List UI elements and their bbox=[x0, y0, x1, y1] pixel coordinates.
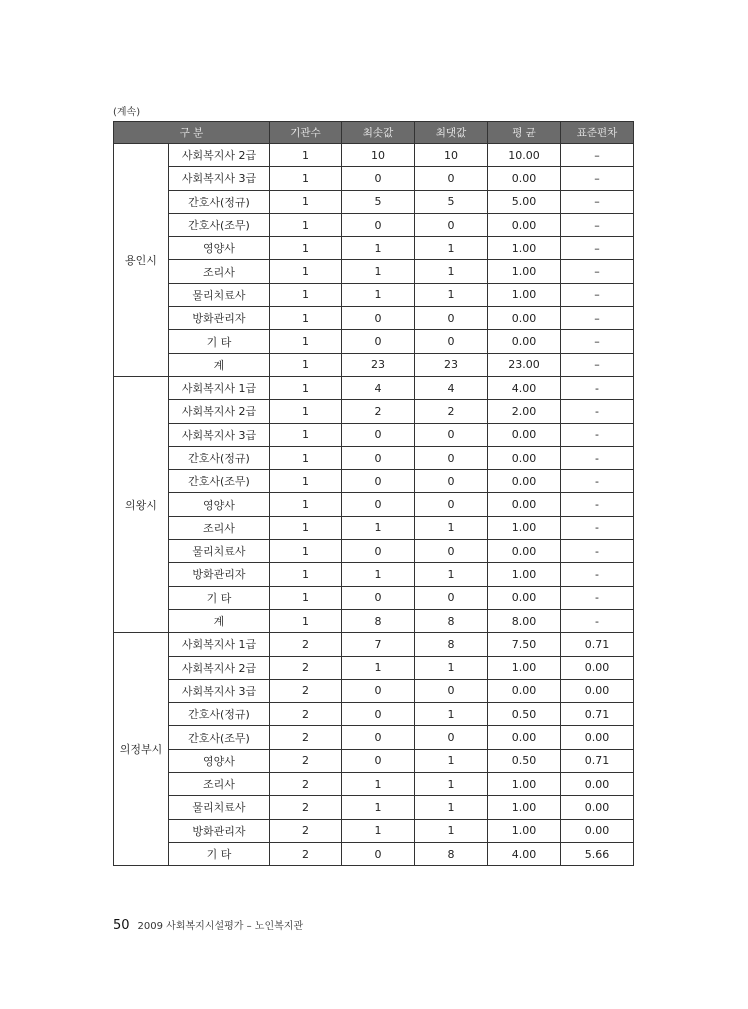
table-row bbox=[114, 190, 634, 213]
std-dev-value: – bbox=[561, 307, 634, 330]
table-row bbox=[114, 376, 634, 399]
min-value: 1 bbox=[342, 773, 415, 796]
mean-value: 0.00 bbox=[488, 330, 561, 353]
table-row bbox=[114, 749, 634, 772]
std-dev-value: – bbox=[561, 144, 634, 167]
max-value: 0 bbox=[415, 726, 488, 749]
min-value: 0 bbox=[342, 213, 415, 236]
table-row bbox=[114, 470, 634, 493]
max-value: 2 bbox=[415, 400, 488, 423]
std-dev-value: – bbox=[561, 167, 634, 190]
mean-value: 4.00 bbox=[488, 842, 561, 865]
min-value: 8 bbox=[342, 609, 415, 632]
institution-count: 1 bbox=[270, 423, 342, 446]
mean-value: 0.00 bbox=[488, 586, 561, 609]
max-value: 1 bbox=[415, 773, 488, 796]
std-dev-value: 5.66 bbox=[561, 842, 634, 865]
std-dev-value: - bbox=[561, 609, 634, 632]
mean-value: 7.50 bbox=[488, 633, 561, 656]
row-label: 조리사 bbox=[169, 773, 270, 796]
table-row bbox=[114, 703, 634, 726]
min-value: 0 bbox=[342, 586, 415, 609]
std-dev-value: 0.71 bbox=[561, 749, 634, 772]
max-value: 1 bbox=[415, 703, 488, 726]
min-value: 0 bbox=[342, 703, 415, 726]
mean-value: 1.00 bbox=[488, 773, 561, 796]
header-min: 최솟값 bbox=[342, 122, 415, 144]
max-value: 0 bbox=[415, 167, 488, 190]
institution-count: 2 bbox=[270, 749, 342, 772]
std-dev-value: – bbox=[561, 283, 634, 306]
table-row bbox=[114, 423, 634, 446]
row-label: 물리치료사 bbox=[169, 283, 270, 306]
max-value: 10 bbox=[415, 144, 488, 167]
max-value: 0 bbox=[415, 213, 488, 236]
min-value: 7 bbox=[342, 633, 415, 656]
max-value: 1 bbox=[415, 237, 488, 260]
row-label: 영양사 bbox=[169, 237, 270, 260]
std-dev-value: 0.00 bbox=[561, 726, 634, 749]
institution-count: 1 bbox=[270, 540, 342, 563]
min-value: 5 bbox=[342, 190, 415, 213]
institution-count: 1 bbox=[270, 237, 342, 260]
min-value: 0 bbox=[342, 749, 415, 772]
row-label: 사회복지사 2급 bbox=[169, 400, 270, 423]
std-dev-value: - bbox=[561, 470, 634, 493]
institution-count: 1 bbox=[270, 307, 342, 330]
max-value: 0 bbox=[415, 423, 488, 446]
max-value: 0 bbox=[415, 446, 488, 469]
mean-value: 0.00 bbox=[488, 213, 561, 236]
row-label: 물리치료사 bbox=[169, 540, 270, 563]
mean-value: 5.00 bbox=[488, 190, 561, 213]
table-row bbox=[114, 633, 634, 656]
std-dev-value: - bbox=[561, 493, 634, 516]
table-row bbox=[114, 260, 634, 283]
institution-count: 1 bbox=[270, 446, 342, 469]
table-row bbox=[114, 516, 634, 539]
institution-count: 1 bbox=[270, 586, 342, 609]
page-number: 50 bbox=[113, 918, 130, 933]
mean-value: 0.00 bbox=[488, 540, 561, 563]
mean-value: 0.00 bbox=[488, 679, 561, 702]
row-label: 기 타 bbox=[169, 586, 270, 609]
mean-value: 1.00 bbox=[488, 237, 561, 260]
mean-value: 0.00 bbox=[488, 307, 561, 330]
table-row bbox=[114, 307, 634, 330]
row-label: 사회복지사 1급 bbox=[169, 633, 270, 656]
table-row bbox=[114, 213, 634, 236]
table-row bbox=[114, 726, 634, 749]
std-dev-value: – bbox=[561, 237, 634, 260]
mean-value: 1.00 bbox=[488, 516, 561, 539]
row-label: 조리사 bbox=[169, 516, 270, 539]
std-dev-value: 0.00 bbox=[561, 773, 634, 796]
max-value: 1 bbox=[415, 563, 488, 586]
table-row bbox=[114, 796, 634, 819]
std-dev-value: – bbox=[561, 353, 634, 376]
row-label: 방화관리자 bbox=[169, 307, 270, 330]
max-value: 8 bbox=[415, 609, 488, 632]
row-label: 사회복지사 3급 bbox=[169, 679, 270, 702]
max-value: 1 bbox=[415, 819, 488, 842]
institution-count: 1 bbox=[270, 353, 342, 376]
mean-value: 8.00 bbox=[488, 609, 561, 632]
row-label: 간호사(정규) bbox=[169, 703, 270, 726]
header-mean: 평 균 bbox=[488, 122, 561, 144]
row-label: 영양사 bbox=[169, 493, 270, 516]
table-row bbox=[114, 656, 634, 679]
mean-value: 1.00 bbox=[488, 283, 561, 306]
min-value: 1 bbox=[342, 283, 415, 306]
max-value: 23 bbox=[415, 353, 488, 376]
institution-count: 2 bbox=[270, 842, 342, 865]
table-row bbox=[114, 540, 634, 563]
max-value: 8 bbox=[415, 633, 488, 656]
institution-count: 1 bbox=[270, 144, 342, 167]
institution-count: 1 bbox=[270, 563, 342, 586]
row-label: 계 bbox=[169, 609, 270, 632]
table-row bbox=[114, 330, 634, 353]
row-label: 사회복지사 3급 bbox=[169, 167, 270, 190]
std-dev-value: - bbox=[561, 446, 634, 469]
max-value: 5 bbox=[415, 190, 488, 213]
mean-value: 4.00 bbox=[488, 376, 561, 399]
std-dev-value: 0.71 bbox=[561, 633, 634, 656]
table-row bbox=[114, 773, 634, 796]
header-max: 최댓값 bbox=[415, 122, 488, 144]
mean-value: 0.50 bbox=[488, 703, 561, 726]
institution-count: 1 bbox=[270, 516, 342, 539]
continued-label: (계속) bbox=[113, 107, 141, 118]
mean-value: 0.50 bbox=[488, 749, 561, 772]
std-dev-value: - bbox=[561, 376, 634, 399]
region-cell: 의왕시 bbox=[114, 376, 169, 632]
table-row bbox=[114, 283, 634, 306]
table-row bbox=[114, 819, 634, 842]
std-dev-value: 0.00 bbox=[561, 796, 634, 819]
row-label: 간호사(조무) bbox=[169, 470, 270, 493]
table-row bbox=[114, 586, 634, 609]
mean-value: 2.00 bbox=[488, 400, 561, 423]
institution-count: 1 bbox=[270, 470, 342, 493]
std-dev-value: – bbox=[561, 330, 634, 353]
row-label: 간호사(정규) bbox=[169, 446, 270, 469]
region-cell: 의정부시 bbox=[114, 633, 169, 866]
max-value: 0 bbox=[415, 540, 488, 563]
std-dev-value: - bbox=[561, 563, 634, 586]
max-value: 1 bbox=[415, 656, 488, 679]
row-label: 사회복지사 2급 bbox=[169, 144, 270, 167]
min-value: 0 bbox=[342, 167, 415, 190]
footer-title: 2009 사회복지시설평가 – 노인복지관 bbox=[137, 921, 304, 932]
institution-count: 1 bbox=[270, 330, 342, 353]
max-value: 1 bbox=[415, 283, 488, 306]
min-value: 0 bbox=[342, 470, 415, 493]
min-value: 0 bbox=[342, 330, 415, 353]
min-value: 0 bbox=[342, 446, 415, 469]
max-value: 0 bbox=[415, 493, 488, 516]
mean-value: 0.00 bbox=[488, 470, 561, 493]
mean-value: 1.00 bbox=[488, 563, 561, 586]
std-dev-value: - bbox=[561, 400, 634, 423]
header-institution-count: 기관수 bbox=[270, 122, 342, 144]
std-dev-value: 0.00 bbox=[561, 656, 634, 679]
min-value: 1 bbox=[342, 237, 415, 260]
row-label: 간호사(정규) bbox=[169, 190, 270, 213]
min-value: 23 bbox=[342, 353, 415, 376]
staff-statistics-table bbox=[113, 121, 634, 866]
table-row bbox=[114, 446, 634, 469]
table-row bbox=[114, 167, 634, 190]
mean-value: 10.00 bbox=[488, 144, 561, 167]
max-value: 1 bbox=[415, 796, 488, 819]
max-value: 0 bbox=[415, 586, 488, 609]
institution-count: 1 bbox=[270, 190, 342, 213]
table-row bbox=[114, 563, 634, 586]
institution-count: 1 bbox=[270, 213, 342, 236]
max-value: 0 bbox=[415, 330, 488, 353]
max-value: 8 bbox=[415, 842, 488, 865]
row-label: 기 타 bbox=[169, 842, 270, 865]
table-row bbox=[114, 679, 634, 702]
institution-count: 1 bbox=[270, 493, 342, 516]
min-value: 1 bbox=[342, 516, 415, 539]
page-footer bbox=[113, 917, 303, 933]
header-category: 구 분 bbox=[114, 122, 270, 144]
std-dev-value: 0.00 bbox=[561, 679, 634, 702]
table-row bbox=[114, 237, 634, 260]
std-dev-value: - bbox=[561, 586, 634, 609]
std-dev-value: - bbox=[561, 516, 634, 539]
max-value: 0 bbox=[415, 307, 488, 330]
std-dev-value: – bbox=[561, 260, 634, 283]
mean-value: 0.00 bbox=[488, 446, 561, 469]
mean-value: 1.00 bbox=[488, 656, 561, 679]
min-value: 1 bbox=[342, 260, 415, 283]
mean-value: 0.00 bbox=[488, 423, 561, 446]
table-row bbox=[114, 609, 634, 632]
max-value: 1 bbox=[415, 260, 488, 283]
std-dev-value: 0.71 bbox=[561, 703, 634, 726]
mean-value: 1.00 bbox=[488, 796, 561, 819]
min-value: 0 bbox=[342, 679, 415, 702]
row-label: 기 타 bbox=[169, 330, 270, 353]
min-value: 1 bbox=[342, 796, 415, 819]
std-dev-value: 0.00 bbox=[561, 819, 634, 842]
table-row bbox=[114, 842, 634, 865]
institution-count: 1 bbox=[270, 167, 342, 190]
mean-value: 0.00 bbox=[488, 726, 561, 749]
max-value: 1 bbox=[415, 516, 488, 539]
min-value: 0 bbox=[342, 842, 415, 865]
min-value: 0 bbox=[342, 493, 415, 516]
min-value: 0 bbox=[342, 726, 415, 749]
row-label: 방화관리자 bbox=[169, 819, 270, 842]
row-label: 계 bbox=[169, 353, 270, 376]
row-label: 조리사 bbox=[169, 260, 270, 283]
row-label: 물리치료사 bbox=[169, 796, 270, 819]
min-value: 1 bbox=[342, 656, 415, 679]
institution-count: 2 bbox=[270, 796, 342, 819]
institution-count: 2 bbox=[270, 819, 342, 842]
max-value: 0 bbox=[415, 679, 488, 702]
mean-value: 23.00 bbox=[488, 353, 561, 376]
header-row bbox=[114, 122, 634, 144]
max-value: 0 bbox=[415, 470, 488, 493]
min-value: 1 bbox=[342, 563, 415, 586]
institution-count: 1 bbox=[270, 283, 342, 306]
min-value: 1 bbox=[342, 819, 415, 842]
table-row bbox=[114, 353, 634, 376]
institution-count: 2 bbox=[270, 633, 342, 656]
institution-count: 1 bbox=[270, 260, 342, 283]
table-row bbox=[114, 400, 634, 423]
region-cell: 용인시 bbox=[114, 144, 169, 377]
table-row bbox=[114, 144, 634, 167]
institution-count: 2 bbox=[270, 726, 342, 749]
min-value: 4 bbox=[342, 376, 415, 399]
mean-value: 1.00 bbox=[488, 819, 561, 842]
table-row bbox=[114, 493, 634, 516]
std-dev-value: - bbox=[561, 423, 634, 446]
min-value: 0 bbox=[342, 423, 415, 446]
row-label: 방화관리자 bbox=[169, 563, 270, 586]
mean-value: 0.00 bbox=[488, 167, 561, 190]
min-value: 2 bbox=[342, 400, 415, 423]
min-value: 0 bbox=[342, 540, 415, 563]
row-label: 간호사(조무) bbox=[169, 726, 270, 749]
max-value: 4 bbox=[415, 376, 488, 399]
institution-count: 1 bbox=[270, 609, 342, 632]
std-dev-value: – bbox=[561, 213, 634, 236]
institution-count: 1 bbox=[270, 376, 342, 399]
min-value: 0 bbox=[342, 307, 415, 330]
row-label: 사회복지사 1급 bbox=[169, 376, 270, 399]
mean-value: 1.00 bbox=[488, 260, 561, 283]
institution-count: 2 bbox=[270, 656, 342, 679]
mean-value: 0.00 bbox=[488, 493, 561, 516]
institution-count: 1 bbox=[270, 400, 342, 423]
row-label: 영양사 bbox=[169, 749, 270, 772]
institution-count: 2 bbox=[270, 679, 342, 702]
header-std-dev: 표준편차 bbox=[561, 122, 634, 144]
row-label: 사회복지사 2급 bbox=[169, 656, 270, 679]
max-value: 1 bbox=[415, 749, 488, 772]
std-dev-value: - bbox=[561, 540, 634, 563]
min-value: 10 bbox=[342, 144, 415, 167]
institution-count: 2 bbox=[270, 703, 342, 726]
row-label: 간호사(조무) bbox=[169, 213, 270, 236]
std-dev-value: – bbox=[561, 190, 634, 213]
institution-count: 2 bbox=[270, 773, 342, 796]
row-label: 사회복지사 3급 bbox=[169, 423, 270, 446]
